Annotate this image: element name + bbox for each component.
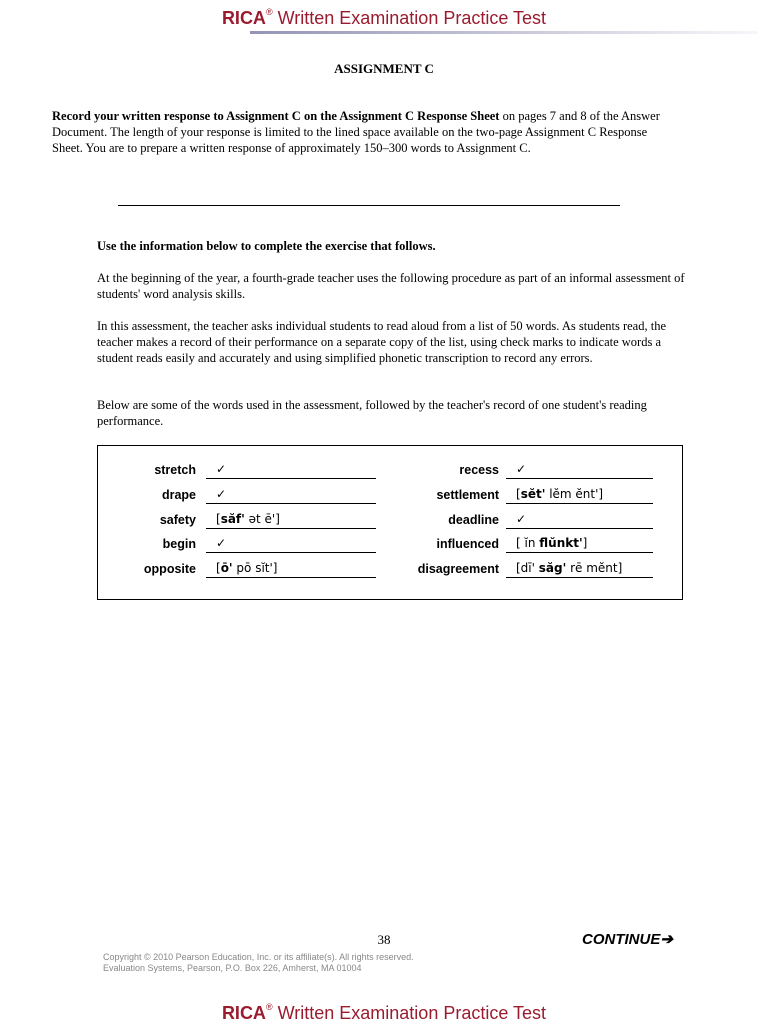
paragraph-below: Below are some of the words used in the assessment, followed by the teacher's record of one student's reading performance. (97, 398, 647, 428)
record-pre: [ (516, 487, 521, 501)
record-left-2 (206, 512, 376, 529)
record-right-2 (506, 512, 653, 529)
instructions-bold: Record your written response to Assignment C on the Assignment C Response Sheet (52, 109, 500, 123)
record-post: ət ē'] (244, 512, 280, 526)
word-record-box (97, 445, 683, 600)
paragraph-assessment: In this assessment, the teacher asks individual students to read aloud from a list of 50 words. As students read, the teacher makes a record of their performance on a separate copy of the list, using check marks to indicate words a student reads easily and accurately and using simplified phonetic transcription to record any errors. (97, 319, 666, 365)
record-right-3 (506, 536, 653, 553)
header-title: Written Examination Practice Test (277, 8, 547, 28)
word-left-4: opposite (143, 562, 196, 576)
word-right-0: recess (459, 463, 499, 477)
record-pre: [dī' (516, 561, 539, 575)
record-left-0 (206, 462, 376, 479)
continue-label: CONTINUE➔ (582, 931, 673, 948)
record-left-1 (206, 487, 376, 504)
record-pre: [ ĭn (516, 536, 540, 550)
record-stress: ✓ (216, 536, 227, 550)
brand-name: RICA (221, 8, 266, 28)
word-right-4: disagreement (417, 562, 499, 576)
word-left-3: begin (162, 537, 196, 551)
footer-title-text: Written Examination Practice Test (277, 1003, 547, 1023)
page-header (0, 8, 768, 29)
use-info: Use the information below to complete the exercise that follows. (97, 239, 436, 253)
record-stress: flŭnkt' (539, 536, 583, 550)
page-footer (0, 1003, 768, 1024)
instructions (52, 108, 674, 156)
word-right-3: influenced (436, 537, 499, 551)
page-number: 38 (377, 932, 391, 947)
record-stress: sĕt' (520, 487, 546, 501)
footer-brand: RICA (221, 1003, 266, 1023)
word-left-1: drape (161, 488, 196, 502)
record-stress: ✓ (516, 462, 527, 476)
record-right-4 (506, 561, 653, 578)
copyright-line: Copyright © 2010 Pearson Education, Inc. or its affiliate(s). All rights reserved. (103, 952, 414, 962)
word-right-2: deadline (448, 513, 499, 527)
footer-registered-mark: ® (265, 1002, 273, 1012)
record-pre: [ (216, 561, 221, 575)
address-line: Evaluation Systems, Pearson, P.O. Box 226, Amherst, MA 01004 (103, 963, 362, 973)
record-stress: ✓ (216, 487, 227, 501)
record-left-3 (206, 536, 376, 553)
record-post: rē mĕnt] (566, 561, 623, 575)
divider (118, 205, 620, 206)
record-post: ] (582, 536, 588, 550)
record-stress: săf' (220, 512, 245, 526)
instructions-rest: on pages 7 and 8 of the Answer Document. The length of your response is limited to the lined space available on the two-page Assignment C Response Sheet. You are to prepare a written response of approximately 150–300 words to Assignment C. (52, 109, 660, 155)
word-left-2: safety (159, 513, 196, 527)
record-right-0 (506, 462, 653, 479)
copyright (103, 952, 414, 974)
record-pre: [ (216, 512, 221, 526)
paragraph-procedure: At the beginning of the year, a fourth-grade teacher uses the following procedure as part of an informal assessment of students' word analysis skills. (97, 271, 685, 301)
record-post: lĕm ĕnt'] (545, 487, 604, 501)
word-left-0: stretch (154, 463, 196, 477)
header-rule (250, 31, 758, 34)
record-left-4 (206, 561, 376, 578)
assignment-title: ASSIGNMENT C (334, 61, 434, 76)
record-stress: săg' (538, 561, 567, 575)
record-stress: ✓ (516, 512, 527, 526)
record-right-1 (506, 487, 653, 504)
word-right-1: settlement (436, 488, 499, 502)
record-stress: ō' (220, 561, 233, 575)
record-post: pō sĭt'] (232, 561, 278, 575)
registered-mark: ® (265, 7, 273, 17)
record-stress: ✓ (216, 462, 227, 476)
